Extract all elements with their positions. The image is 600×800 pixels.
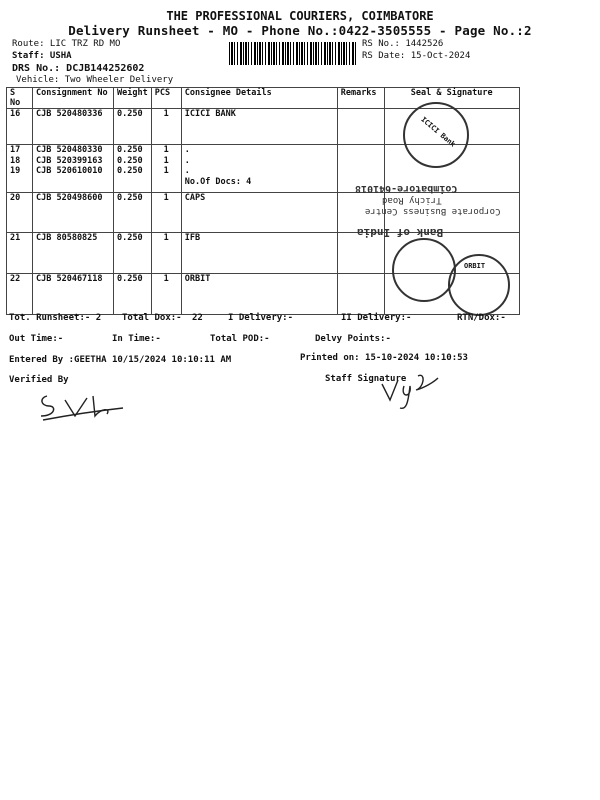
entered-by: Entered By :GEETHA 10/15/2024 10:10:11 AM: [9, 355, 232, 365]
barcode: [229, 42, 357, 65]
row-pcs: 1: [151, 109, 181, 145]
verifier-signature: [35, 386, 125, 422]
row-details: . . . No.Of Docs: 4: [181, 145, 337, 193]
col-weight: Weight: [114, 88, 152, 109]
verified-by: Verified By: [9, 375, 69, 385]
row-sno: 16: [7, 109, 33, 145]
ii-delivery: II Delivery:-: [341, 313, 412, 323]
row-sno: 20: [7, 193, 33, 233]
vehicle: Vehicle: Two Wheeler Delivery: [16, 75, 174, 85]
staff-signature-label: Staff Signature: [325, 374, 407, 384]
row-pcs: 1: [151, 233, 181, 274]
printed-on: Printed on: 15-10-2024 10:10:53: [300, 353, 468, 363]
total-dox-label: Total Dox:-: [122, 313, 182, 323]
row-sno: 22: [7, 274, 33, 315]
row-sno: 21: [7, 233, 33, 274]
rs-date: RS Date: 15-Oct-2024: [362, 51, 471, 61]
route: Route: LIC TRZ RD MO: [12, 39, 121, 49]
col-seal: Seal & Signature: [384, 88, 519, 109]
row-remarks: [337, 274, 384, 315]
row-weight: 0.250: [114, 274, 152, 315]
staff-signature: [376, 368, 446, 414]
caps-stamp-line1: Coimbatore-641018: [355, 183, 458, 194]
delvy-points: Delvy Points:-: [315, 334, 391, 344]
col-consignee: Consignee Details: [181, 88, 337, 109]
row-sno: 17 18 19: [7, 145, 33, 193]
row-consignment: CJB 520480330 CJB 520399163 CJB 520610010: [33, 145, 114, 193]
i-delivery: I Delivery:-: [228, 313, 294, 323]
company-name: THE PROFESSIONAL COURIERS, COIMBATORE: [166, 9, 434, 23]
row-details: ICICI BANK: [181, 109, 337, 145]
row-weight: 0.250: [114, 193, 152, 233]
row-pcs: 1: [151, 274, 181, 315]
boi-stamp-text: Bank of India: [357, 226, 444, 239]
col-pcs: PCS: [151, 88, 181, 109]
boi-seal: [392, 238, 456, 302]
row-details: IFB: [181, 233, 337, 274]
row-weight: 0.250 0.250 0.250: [114, 145, 152, 193]
orbit-seal: ORBIT: [448, 254, 510, 316]
col-remarks: Remarks: [337, 88, 384, 109]
col-sno: S No: [7, 88, 33, 109]
row-weight: 0.250: [114, 233, 152, 274]
row-remarks: [337, 109, 384, 145]
row-weight: 0.250: [114, 109, 152, 145]
out-time: Out Time:-: [9, 334, 64, 344]
staff: Staff: USHA: [12, 51, 72, 61]
caps-stamp-line2: Trichy Road: [382, 195, 442, 205]
icici-seal: ICICI Bank: [403, 102, 469, 168]
rs-number: RS No.: 1442526: [362, 39, 444, 49]
row-details: CAPS: [181, 193, 337, 233]
drs-number: DRS No.: DCJB144252602: [12, 63, 145, 74]
row-consignment: CJB 520480336: [33, 109, 114, 145]
row-consignment: CJB 80580825: [33, 233, 114, 274]
total-dox-value: 22: [192, 313, 203, 323]
row-details: ORBIT: [181, 274, 337, 315]
row-pcs: 1: [151, 193, 181, 233]
row-consignment: CJB 520498600: [33, 193, 114, 233]
total-pod: Total POD:-: [210, 334, 270, 344]
row-pcs: 1 1 1: [151, 145, 181, 193]
row-consignment: CJB 520467118: [33, 274, 114, 315]
rtn-dox: RTN/Dox:-: [457, 313, 506, 323]
tot-runsheet: Tot. Runsheet:- 2: [9, 313, 102, 323]
in-time: In Time:-: [112, 334, 161, 344]
caps-stamp-line3: Corporate Business Centre: [365, 206, 501, 216]
runsheet-title: Delivery Runsheet - MO - Phone No.:0422-3505555 - Page No.:2: [68, 23, 532, 38]
col-consignment: Consignment No: [33, 88, 114, 109]
